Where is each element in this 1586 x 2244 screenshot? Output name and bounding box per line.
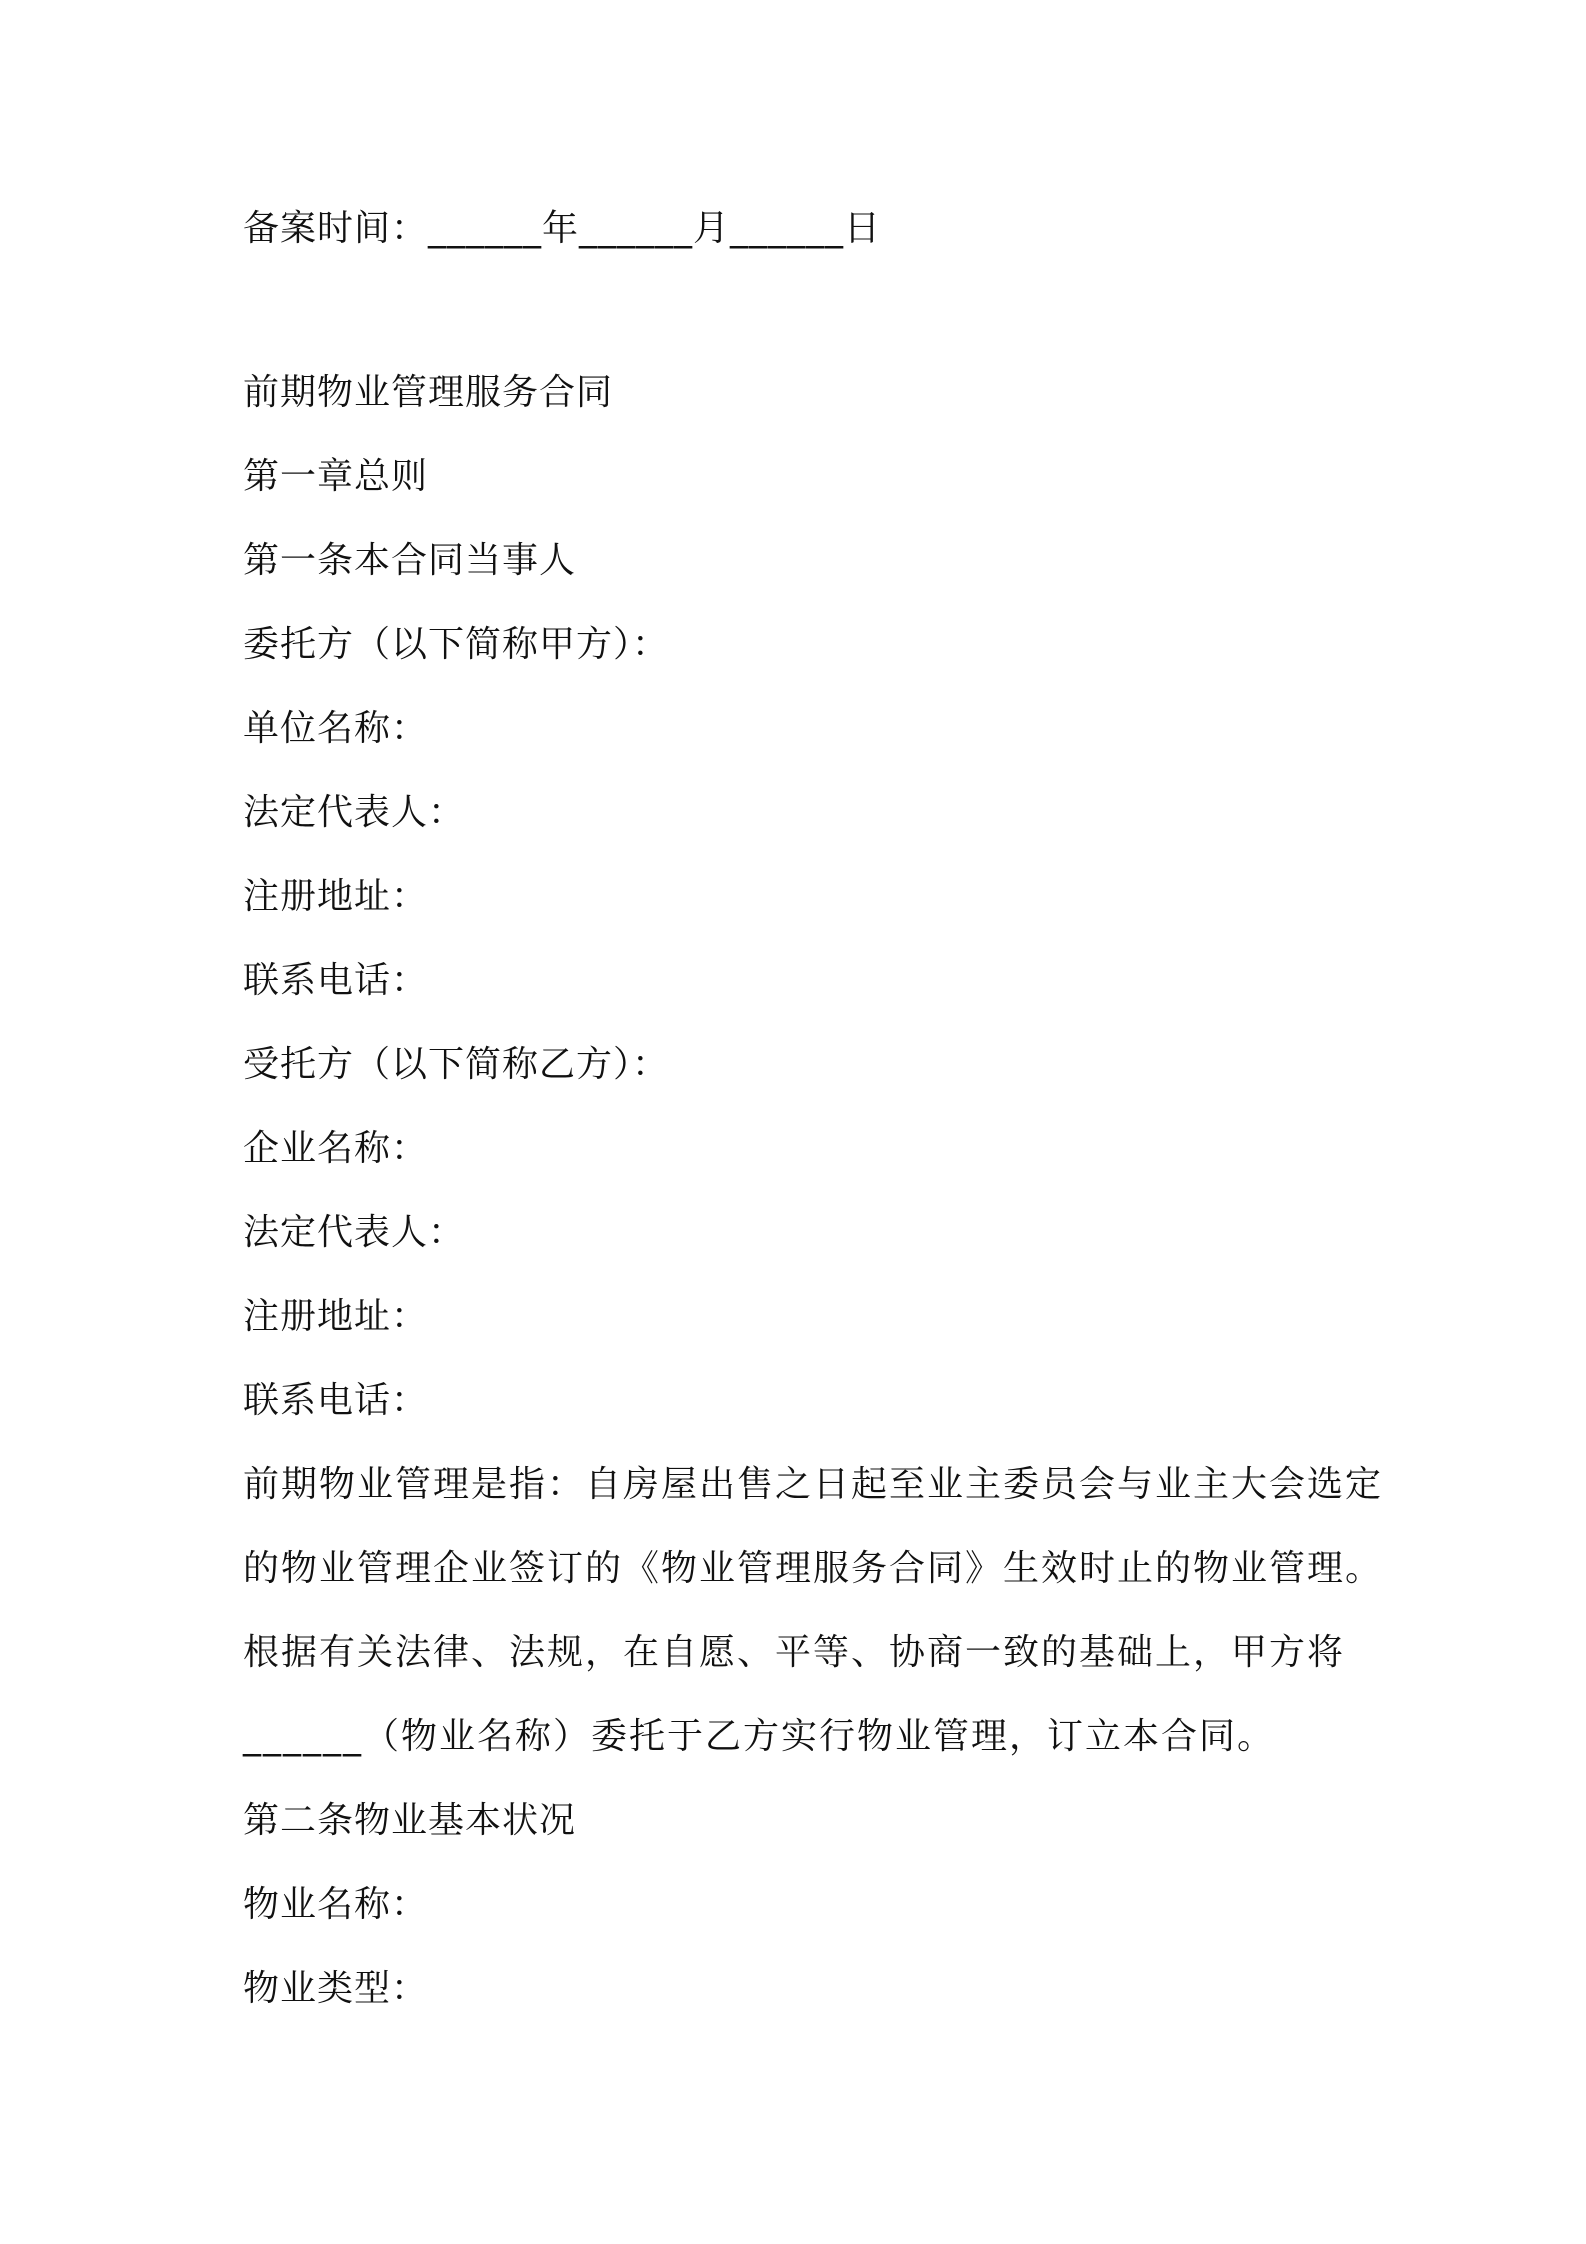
party-a-rep-field: 法定代表人： bbox=[243, 792, 466, 833]
party-a-heading: 委托方（以下简称甲方）： bbox=[243, 624, 670, 665]
chapter-heading: 第一章总则 bbox=[243, 456, 429, 497]
party-b-name-field: 企业名称： bbox=[243, 1128, 429, 1169]
party-b-rep-field: 法定代表人： bbox=[243, 1212, 466, 1253]
party-b-heading: 受托方（以下简称乙方）： bbox=[243, 1044, 670, 1085]
party-a-address-field: 注册地址： bbox=[243, 876, 429, 917]
contract-title: 前期物业管理服务合同 bbox=[243, 372, 614, 413]
party-b-address-field: 注册地址： bbox=[243, 1296, 429, 1337]
article-1-heading: 第一条本合同当事人 bbox=[243, 540, 577, 581]
party-a-phone-field: 联系电话： bbox=[243, 960, 429, 1001]
definition-line-2: 的物业管理企业签订的《物业管理服务合同》生效时止的物业管理。 bbox=[243, 1548, 1384, 1589]
definition-line-3: 根据有关法律、法规，在自愿、平等、协商一致的基础上，甲方将 bbox=[243, 1632, 1346, 1673]
definition-line-4: ______（物业名称）委托于乙方实行物业管理，订立本合同。 bbox=[243, 1716, 1276, 1757]
party-a-name-field: 单位名称： bbox=[243, 708, 429, 749]
definition-line-1: 前期物业管理是指：自房屋出售之日起至业主委员会与业主大会选定 bbox=[243, 1464, 1384, 1505]
property-name-field: 物业名称： bbox=[243, 1884, 429, 1925]
property-type-field: 物业类型： bbox=[243, 1968, 429, 2009]
filing-date: 备案时间：______年______月______日 bbox=[243, 208, 882, 249]
article-2-heading: 第二条物业基本状况 bbox=[243, 1800, 577, 1841]
party-b-phone-field: 联系电话： bbox=[243, 1380, 429, 1421]
